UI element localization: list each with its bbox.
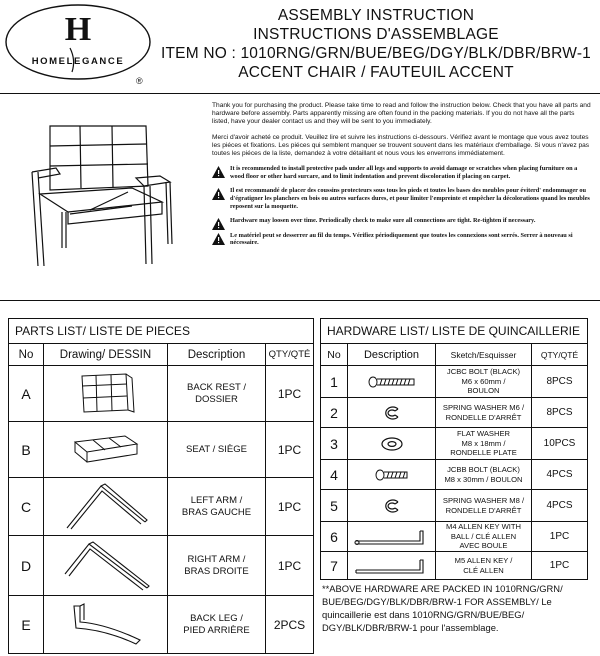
allen-key-ball-icon — [354, 528, 430, 546]
header — [0, 0, 600, 92]
hardware-description — [435, 552, 531, 579]
hardware-qty: 4PCS — [531, 490, 587, 521]
part-no: E — [21, 616, 31, 633]
parts-list-table — [8, 318, 314, 654]
part-drawing — [43, 366, 167, 421]
part-desc-line: LEFT ARM / — [190, 494, 243, 506]
hardware-description — [435, 428, 531, 459]
hardware-sketch — [347, 366, 435, 397]
part-desc-line: BACK LEG / — [190, 612, 243, 624]
part-drawing — [43, 422, 167, 477]
warning-text: It is recommended to install protective pads under all legs and supports to avoid damage or scratches when placing furniture on a wood floor or other hard surcare, and to limit indentation and prevent discoloration if placing on carpet. — [230, 165, 578, 180]
brand-logo — [4, 2, 152, 82]
title-fr: INSTRUCTIONS D'ASSEMBLAGE — [253, 26, 499, 43]
registered-mark: ® — [136, 76, 143, 86]
hardware-no: 4 — [330, 466, 338, 483]
warning-icon — [212, 188, 225, 200]
part-desc-line: BRAS GAUCHE — [181, 506, 252, 518]
part-qty: 1PC — [265, 422, 313, 477]
warning-item — [212, 165, 592, 180]
warning-text: Le matériel peut se desserrer au fil du temps. Vérifiez périodiquement que toutes les connexions sont serrés. Serrer à nouveau si nécessaire. — [230, 231, 573, 247]
svg-text:HOMELEGANCE: HOMELEGANCE — [31, 56, 125, 67]
col-sketch: Sketch/Esquisser — [435, 344, 531, 365]
section-divider — [0, 300, 600, 301]
table-row — [321, 521, 587, 551]
hardware-sketch — [347, 428, 435, 459]
left-arm-icon — [61, 482, 151, 532]
hardware-desc-line: RONDELLE PLATE — [450, 448, 517, 458]
part-description — [167, 536, 265, 595]
hardware-sketch — [347, 490, 435, 521]
warning-item — [212, 187, 592, 210]
part-qty: 1PC — [265, 478, 313, 535]
table-row — [9, 477, 313, 535]
part-description — [167, 366, 265, 421]
accent-chair-illustration — [28, 116, 178, 266]
hardware-qty: 8PCS — [531, 398, 587, 427]
hardware-no: 5 — [330, 497, 338, 514]
hardware-list-table — [320, 318, 588, 580]
intro-paragraph-en: Thank you for purchasing the product. Please take time to read and follow the instruction below. Check that you have all parts and hardware before assembly. Parts apparently missing are often found in the packing materials. If you do not have all the parts listed, have your dealer contact us and they will be sent to you immediately. — [212, 102, 591, 126]
part-description — [167, 422, 265, 477]
spring-washer-icon — [382, 498, 402, 514]
part-desc-line: BRAS DROITE — [184, 565, 249, 577]
warning-item — [212, 217, 592, 225]
part-qty: 1PC — [265, 366, 313, 421]
part-qty: 2PCS — [265, 596, 313, 653]
hardware-no: 3 — [330, 435, 338, 452]
hardware-list-title: HARDWARE LIST/ LISTE DE QUINCAILLERIE — [327, 324, 580, 338]
hardware-no: 7 — [330, 557, 338, 574]
part-desc-line: RIGHT ARM / — [187, 553, 246, 565]
part-no: D — [20, 557, 32, 574]
hardware-desc-line: RONDELLE D'ARRÊT — [445, 412, 522, 422]
hardware-desc-line: BALL / CLÉ ALLEN — [450, 531, 517, 541]
hardware-description — [435, 366, 531, 397]
hardware-no: 6 — [330, 528, 338, 545]
long-bolt-icon — [368, 375, 416, 389]
hardware-desc-line: JCBB BOLT (BLACK) — [447, 465, 520, 475]
hardware-qty: 4PCS — [531, 460, 587, 489]
warning-icon — [212, 166, 225, 178]
hardware-desc-line: M6 x 60mm / — [461, 376, 506, 386]
warning-icon — [212, 218, 225, 230]
hardware-qty: 10PCS — [531, 428, 587, 459]
hardware-description — [435, 460, 531, 489]
part-desc-line: DOSSIER — [195, 393, 238, 405]
hardware-desc-line: RONDELLE D'ARRÊT — [445, 505, 522, 515]
intro-text — [212, 102, 592, 254]
hardware-desc-line: M8 x 18mm / — [461, 438, 506, 448]
col-qty: QTY/QTÉ — [265, 344, 313, 365]
table-row — [321, 427, 587, 459]
short-bolt-icon — [375, 468, 409, 482]
hardware-header-row — [321, 343, 587, 365]
col-qty: QTY/QTÉ — [531, 344, 587, 365]
back-rest-icon — [76, 372, 136, 416]
hardware-sketch — [347, 552, 435, 579]
product-name: ACCENT CHAIR / FAUTEUIL ACCENT — [238, 64, 514, 81]
svg-text:H: H — [64, 11, 92, 48]
hardware-desc-line: M4 ALLEN KEY WITH — [446, 522, 521, 532]
table-row — [9, 421, 313, 477]
part-desc-line: SEAT / SIÈGE — [186, 443, 247, 455]
right-arm-icon — [61, 540, 151, 592]
part-qty: 1PC — [265, 536, 313, 595]
warning-item — [212, 232, 592, 247]
col-description: Description — [167, 344, 265, 365]
col-no: No — [327, 348, 341, 361]
hardware-sketch — [347, 398, 435, 427]
item-number: ITEM NO : 1010RNG/GRN/BUE/BEG/DGY/BLK/DBR/BRW-1 — [160, 45, 591, 62]
part-drawing — [43, 536, 167, 595]
warning-icon — [212, 233, 225, 245]
part-drawing — [43, 478, 167, 535]
hardware-no: 1 — [330, 373, 338, 390]
table-row — [321, 551, 587, 579]
hardware-qty: 8PCS — [531, 366, 587, 397]
part-description — [167, 596, 265, 653]
chair-icon — [28, 116, 178, 266]
spring-washer-icon — [382, 405, 402, 421]
hardware-description — [435, 490, 531, 521]
part-no: A — [21, 385, 31, 402]
intro-paragraph-fr: Merci d'avoir acheté ce produit. Veuillez lire et suivre les instructions ci-dessours. Vérifiez avant le montage que vous avez toutes les piéces et fixations. Les piéces qui semblent manquer se trouvent souvent dans les matériaux d'emballage. Si vous n'avez pas toutes les piéces de la liste, demandez à votre détaillant et nous vous les enverrons immédiatement. — [212, 133, 590, 158]
table-row — [321, 365, 587, 397]
table-row — [321, 459, 587, 489]
table-row — [9, 365, 313, 421]
part-description — [167, 478, 265, 535]
hardware-qty: 1PC — [531, 552, 587, 579]
hardware-desc-line: CLÉ ALLEN — [463, 565, 504, 575]
table-row — [321, 397, 587, 427]
hardware-desc-line: FLAT WASHER — [456, 429, 511, 439]
part-no: B — [21, 441, 31, 458]
hardware-desc-line: BOULON — [467, 386, 500, 396]
hardware-description — [435, 522, 531, 551]
parts-list-title: PARTS LIST/ LISTE DE PIECES — [15, 324, 190, 338]
hardware-desc-line: JCBC BOLT (BLACK) — [446, 367, 521, 377]
hardware-no: 2 — [330, 404, 338, 421]
warning-text: Hardware may loosen over time. Periodically check to make sure all connections are tight. Re-tighten if necessary. — [230, 217, 536, 225]
part-drawing — [43, 596, 167, 653]
table-row — [321, 489, 587, 521]
seat-icon — [71, 430, 141, 470]
allen-key-icon — [354, 557, 430, 575]
title-en: ASSEMBLY INSTRUCTION — [277, 7, 475, 24]
col-drawing: Drawing/ DESSIN — [43, 344, 167, 365]
table-row — [9, 595, 313, 653]
part-no: C — [20, 498, 32, 515]
intro-section — [0, 96, 600, 296]
part-desc-line: PIED ARRIÈRE — [183, 624, 250, 636]
hardware-sketch — [347, 460, 435, 489]
hardware-desc-line: M5 ALLEN KEY / — [454, 556, 513, 566]
warning-text: Il est recommandé de placer des coussins protecteurs sous tous les pieds et toutes les bases des meubles pour éviterd' endommager ou d'égratigner les planchers en bois ou autres surfaces dures, et pour limiter l'empreinte et empêcher la décolorations quand les meubles reposent sur la moquette. — [230, 187, 590, 210]
hardware-sketch — [347, 522, 435, 551]
flat-washer-icon — [380, 436, 404, 452]
hardware-desc-line: AVEC BOULE — [459, 541, 508, 551]
table-row — [9, 535, 313, 595]
hardware-qty: 1PC — [531, 522, 587, 551]
title-block — [158, 6, 594, 82]
part-desc-line: BACK REST / — [187, 381, 246, 393]
hardware-description — [435, 398, 531, 427]
col-no: No — [18, 348, 34, 361]
hardware-desc-line: SPRING WASHER M8 / — [442, 496, 525, 506]
col-description: Description — [347, 344, 435, 365]
parts-header-row — [9, 343, 313, 365]
hardware-packing-note: **ABOVE HARDWARE ARE PACKED IN 1010RNG/GRN/ BUE/BEG/DGY/BLK/DBR/BRW-1 FOR ASSEMBLY/ Le quincaillerie est dans 1010RNG/GRN/BUE/BEG/ DGY/BLK/DBR/BRW-1 pour l'assemblage. — [322, 583, 563, 633]
back-leg-icon — [66, 602, 146, 648]
logo-icon — [4, 2, 152, 82]
header-divider — [0, 93, 600, 94]
hardware-desc-line: SPRING WASHER M6 / — [442, 403, 525, 413]
hardware-desc-line: M8 x 30mm / BOULON — [444, 474, 523, 484]
